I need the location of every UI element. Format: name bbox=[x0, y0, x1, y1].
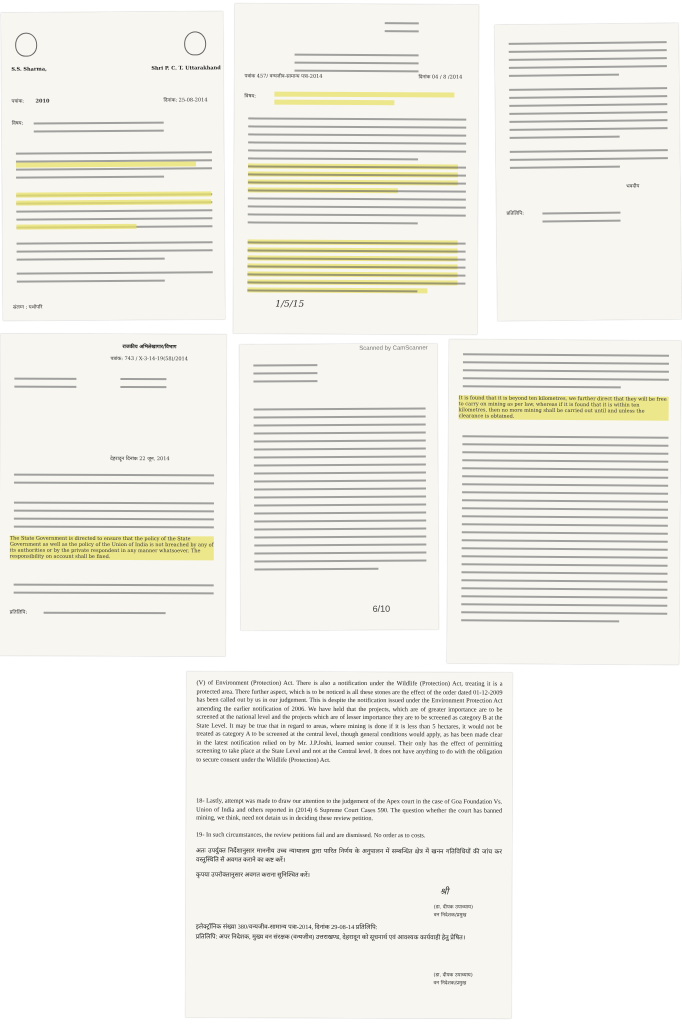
document-page-6 bbox=[447, 339, 681, 665]
emblem-icon-right bbox=[184, 31, 206, 55]
document-page-3 bbox=[494, 23, 681, 321]
signer-role: वन निदेशक/प्रमुख bbox=[433, 912, 467, 919]
signature: 1/5/15 bbox=[275, 299, 305, 310]
signer-name-2: (डा. दीपक उपाध्याय) bbox=[433, 972, 473, 979]
cc-label: प्रतिलिपि: bbox=[9, 609, 28, 616]
reference-line: इलेक्ट्रॉनिक संख्या 380/वन्यजीव-सामान्य पत्रा-2014, दिनांक 29-08-14 प्रतिलिपि: bbox=[195, 923, 378, 932]
document-page-5 bbox=[239, 343, 438, 630]
document-page-2 bbox=[233, 3, 479, 334]
scanner-watermark: Scanned by CamScanner bbox=[359, 345, 428, 352]
paragraph-v: (V) of Environment (Protection) Act. There is also a notification under the Wildlife (Protection) Act, treating it is a protected area. There further aspect, which is to be noticed is all these stones are the effect of the order dated 01-12-2009 has been called out by us in our judgement. This is despite the notification issued under the Environment Protection Act amending the earlier notification of 2006. We have held that the projects, which are of greater importance are to be screened at the national level and the projects which are of lesser importance they are to be screened as category B at the State Level. It may be true that in regard to areas, where mining is done if it is less than 5 hectares, it would not be treated as category A to be screened at the central level, though general conditions would apply, as has been made clear in the latest notification relied on by Mr. J.P.Joshi, learned senior counsel. Their only has the effect of permitting screening to take place at the State Level and not at the Central level. It does not have anything to do with the obligation to secure consent under the Wildlife (Protection) Act. bbox=[196, 679, 503, 764]
page-footer: संलग्न : यथोपरि bbox=[12, 304, 43, 311]
signature: श्री bbox=[439, 887, 449, 898]
closing-line: कृपया उपरोक्तानुसार अवगत कराना सुनिश्चित करें। bbox=[195, 871, 310, 879]
document-page-1 bbox=[1, 11, 225, 321]
document-page-4 bbox=[0, 334, 227, 657]
cc-label: प्रतिलिपि: bbox=[506, 210, 524, 217]
right-org: Shri P. C. T. Uttarakhand bbox=[151, 65, 221, 72]
subject-label: विषय: bbox=[11, 120, 24, 127]
signature-label: भवदीय bbox=[626, 183, 640, 190]
letter-date: दिनांक: 25-08-2014 bbox=[163, 97, 208, 104]
subject-label: विषय: bbox=[244, 93, 256, 100]
letter-date: देहरादून दिनांक 22 जून, 2014 bbox=[110, 455, 170, 463]
header-right: राजकीय अभिलेखागार/विभाग bbox=[122, 344, 177, 351]
reference-number: पत्रांक: 743 / X-3-14-19(58)/2014 bbox=[110, 355, 188, 363]
reference-number: 2010 bbox=[35, 98, 50, 105]
hindi-paragraph: अतः उपर्युक्त निर्देशानुसार माननीय उच्च न्यायालय द्वारा पारित निर्णय के अनुपालन में सम्बन्धित क्षेत्र में खनन गतिविधियों की जांच कर वस्तुस्थिति से अवगत कराने का कष्ट करें। bbox=[195, 847, 502, 864]
reference-label: पत्रांक: bbox=[11, 98, 24, 105]
cc-text: प्रतिलिपि: अपर निदेशक, मुख्य वन संरक्षक (वन्यजीव) उत्तराखण्ड, देहरादून को सूचनार्थ एवं आवश्यक कार्यवाही हेतु प्रेषित। bbox=[195, 933, 466, 942]
page-number: 6/10 bbox=[372, 603, 391, 614]
emblem-icon-left bbox=[15, 33, 37, 57]
left-org: S.S. Sharma, bbox=[11, 66, 47, 73]
signer-name: (डा. दीपक उपाध्याय) bbox=[433, 904, 473, 911]
document-page-7 bbox=[185, 671, 512, 1018]
court-directive-highlight: The State Government is directed to ensure that the policy of the State Government as well as the policy of the Union of India is not breached by any of its authorities or by the private respondent in any manner whatsoever. The responsibility on account shall be fixed. bbox=[9, 535, 214, 560]
signer-role-2: वन निदेशक/प्रमुख bbox=[433, 980, 467, 987]
reference-line: पत्रांक 457/ वन्यजीव-सामान्य पत्रा-2014 bbox=[244, 73, 323, 80]
letter-date: दिनांक 04 / 8 /2014 bbox=[418, 74, 463, 81]
court-finding-highlight: It is found that it is beyond ten kilometres, we further direct that they will be free to carry on mining as per law, whereas if it is found that it is within ten kilometres, then no more mining shall be carried out until and unless the clearance is obtained. bbox=[458, 395, 667, 420]
paragraph-19: 19- In such circumstances, the review petitions fail and are dismissed. No order as to costs. bbox=[196, 831, 426, 840]
paragraph-18: 18- Lastly, attempt was made to draw our attention to the judgement of the Apex court in the case of Goa Foundation Vs. Union of India and others reported in (2014) 6 Supreme Court Cases 590. The question whether the court has banned mining, we think, need not detain us in deciding these review petition. bbox=[196, 797, 503, 823]
